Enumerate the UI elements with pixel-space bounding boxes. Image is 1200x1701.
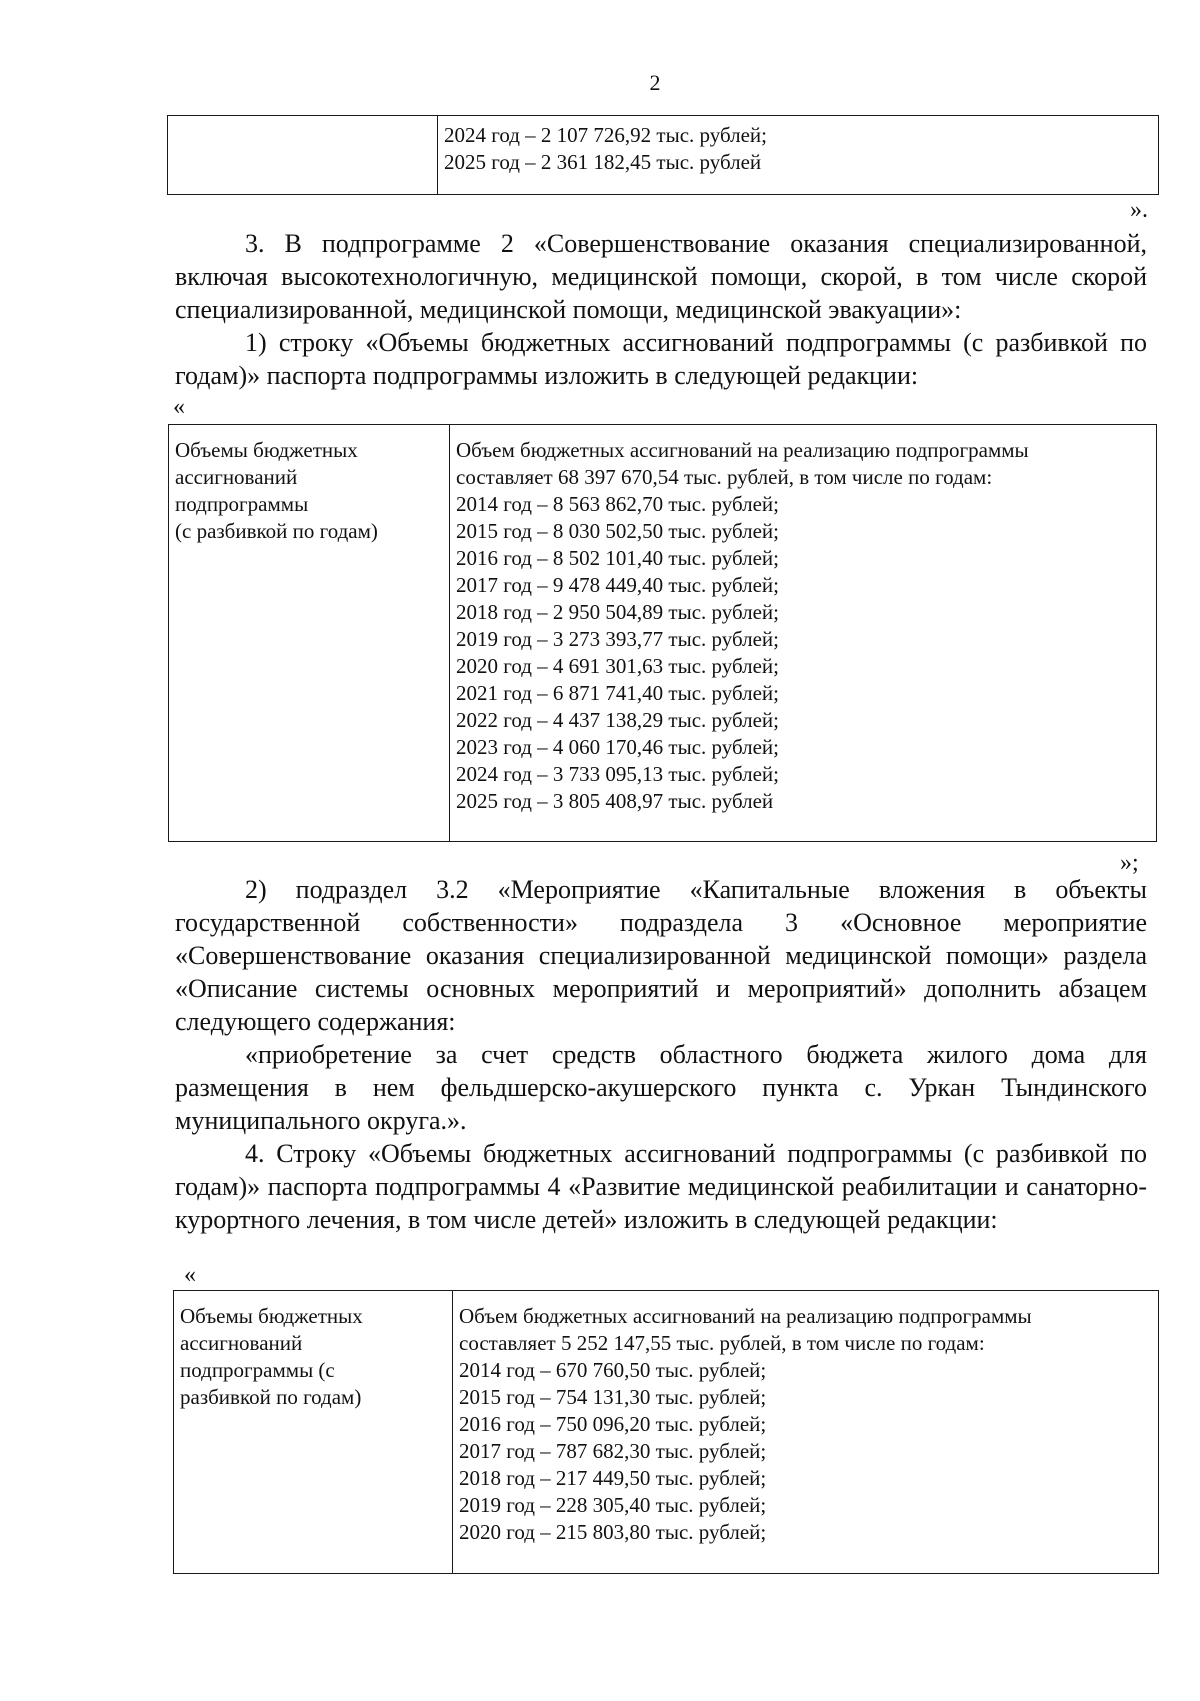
table-line: 2017 год – 9 478 449,40 тыс. рублей;: [456, 573, 780, 597]
paragraph-4: 4. Строку «Объемы бюджетных ассигнований подпрограммы (с разбивкой по годам)» паспорта подпрограммы 4 «Развитие медицинской реабилитации и санаторно-курортного лечения, в том числе детей» изложить в следующей редакции:: [175, 1139, 1147, 1234]
table-line: 2018 год – 2 950 504,89 тыс. рублей;: [456, 600, 780, 624]
paragraph-3: 3. В подпрограмме 2 «Совершенствование оказания специализированной, включая высокотехнологичную, медицинской помощи, скорой, в том числе скорой специализированной, медицинской помощи, медицинской эвакуации»:: [175, 229, 1147, 324]
table-row: [168, 116, 1159, 195]
table-line: 2016 год – 750 096,20 тыс. рублей;: [459, 1412, 767, 1436]
table-line: 2021 год – 6 871 741,40 тыс. рублей;: [456, 681, 780, 705]
value-cell: [453, 1291, 1159, 1574]
label-line: (с разбивкой по годам): [175, 519, 378, 543]
table-line: 2014 год – 8 563 862,70 тыс. рублей;: [456, 492, 780, 516]
table-line: 2016 год – 8 502 101,40 тыс. рублей;: [456, 546, 780, 570]
table-line: 2019 год – 3 273 393,77 тыс. рублей;: [456, 627, 780, 651]
table-line: 2014 год – 670 760,50 тыс. рублей;: [459, 1358, 767, 1382]
label-cell: [169, 425, 450, 842]
table-line: 2015 год – 8 030 502,50 тыс. рублей;: [456, 519, 780, 543]
table-row: [174, 1291, 1159, 1574]
budget-table-subprogram-4: [173, 1290, 1159, 1574]
table-line: 2022 год – 4 437 138,29 тыс. рублей;: [456, 708, 780, 732]
paragraph-3-1: 1) строку «Объемы бюджетных ассигнований подпрограммы (с разбивкой по годам)» паспорта подпрограммы изложить в следующей редакции:: [175, 328, 1147, 390]
closing-quote: »;: [1120, 850, 1139, 876]
table-line: 2019 год – 228 305,40 тыс. рублей;: [459, 1493, 767, 1517]
label-line: подпрограммы: [175, 492, 309, 516]
label-line: Объемы бюджетных: [180, 1304, 363, 1328]
table-line: 2025 год – 2 361 182,45 тыс. рублей: [444, 150, 762, 174]
closing-quote: ».: [1130, 197, 1148, 223]
label-line: разбивкой по годам): [180, 1385, 362, 1409]
label-line: подпрограммы (с: [180, 1358, 335, 1382]
value-cell: [438, 116, 1159, 195]
table-line: составляет 68 397 670,54 тыс. рублей, в том числе по годам:: [456, 465, 993, 489]
table-line: 2018 год – 217 449,50 тыс. рублей;: [459, 1466, 767, 1490]
table-line: составляет 5 252 147,55 тыс. рублей, в том числе по годам:: [459, 1331, 985, 1355]
label-line: ассигнований: [175, 465, 298, 489]
table-line: 2017 год – 787 682,30 тыс. рублей;: [459, 1439, 767, 1463]
label-cell: [174, 1291, 453, 1574]
opening-quote: «: [184, 1262, 196, 1288]
continuation-table: [167, 115, 1159, 195]
page-number: 2: [649, 70, 661, 95]
paragraph-3-2: 2) подраздел 3.2 «Мероприятие «Капитальные вложения в объекты государственной собственности» подраздела 3 «Основное мероприятие «Совершенствование оказания специализированной медицинской помощи» раздела «Описание системы основных мероприятий и мероприятий» дополнить абзацем следующего содержания:: [175, 875, 1147, 1036]
table-line: 2015 год – 754 131,30 тыс. рублей;: [459, 1385, 767, 1409]
budget-table-subprogram-2: [168, 424, 1157, 842]
opening-quote: «: [173, 394, 185, 420]
label-cell: [168, 116, 438, 195]
table-line: 2023 год – 4 060 170,46 тыс. рублей;: [456, 735, 780, 759]
table-line: 2024 год – 3 733 095,13 тыс. рублей;: [456, 762, 780, 786]
table-line: Объем бюджетных ассигнований на реализацию подпрограммы: [456, 438, 1029, 462]
paragraph-3-2-quote: «приобретение за счет средств областного бюджета жилого дома для размещения в нем фельдшерско-акушерского пункта с. Уркан Тындинского муниципального округа.».: [175, 1040, 1147, 1135]
table-line: 2025 год – 3 805 408,97 тыс. рублей: [456, 789, 774, 813]
label-line: ассигнований: [180, 1331, 303, 1355]
table-line: Объем бюджетных ассигнований на реализацию подпрограммы: [459, 1304, 1032, 1328]
table-line: 2020 год – 215 803,80 тыс. рублей;: [459, 1520, 767, 1544]
value-cell: [450, 425, 1157, 842]
table-row: [169, 425, 1157, 842]
label-line: Объемы бюджетных: [175, 438, 358, 462]
table-line: 2020 год – 4 691 301,63 тыс. рублей;: [456, 654, 780, 678]
table-line: 2024 год – 2 107 726,92 тыс. рублей;: [444, 123, 768, 147]
